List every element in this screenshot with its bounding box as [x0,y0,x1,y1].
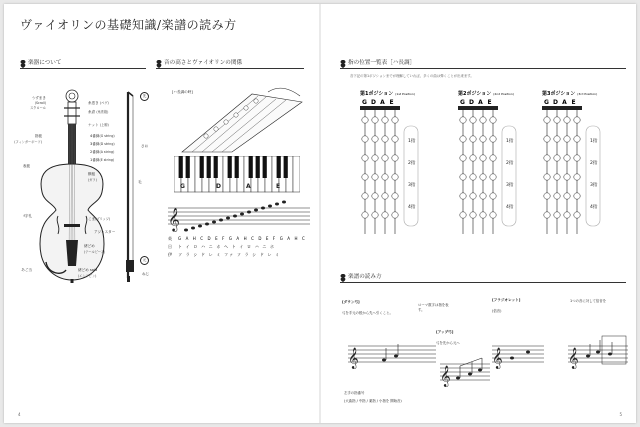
finger-dot [574,174,580,180]
finger-dot [564,136,570,142]
label-ribs: 横板 (ガラ) [88,172,97,182]
finger-dot [470,174,476,180]
bottom-label-finger-number: 左手の指番号 [344,391,365,395]
violin-icon [20,56,26,68]
note-body-harmonic: (倍音) [492,309,502,313]
finger-dot [392,212,398,218]
note-body-double: 1つの音に対して倍音を [570,299,607,303]
string-name: A [562,99,567,106]
section-pitch-header [156,56,304,68]
section-instrument-label: 楽器について [28,60,62,66]
finger-dot [372,155,378,161]
finger-label: 1指 [506,139,514,144]
finger-label: 2指 [408,161,416,166]
page-title: ヴァイオリンの基礎知識/楽譜の読み方 [20,18,237,32]
finger-dot [554,136,560,142]
finger-dot [544,136,550,142]
finger-dot [372,193,378,199]
finger-label: 2指 [590,161,598,166]
svg-text:𝄞: 𝄞 [348,348,359,369]
position-chart-2 [458,90,534,240]
position-chart-1 [360,90,436,240]
string-name: G [362,99,367,106]
bottom-label-finger-detail: (大曲指 / 中指 / 薬指 / 小指を 開始音) [344,399,402,403]
fingering-grid [458,106,528,236]
black-key [263,156,267,178]
finger-dot [392,155,398,161]
string-name: G [460,99,465,106]
label-string-4: 4番線(G string) [90,134,115,138]
finger-dot [574,136,580,142]
position-title: 第3ポジション (3rd Position) [542,91,598,97]
section-rule [340,282,626,283]
page-number-right: 5 [619,412,622,417]
finger-dot [490,117,496,123]
finger-dot [564,174,570,180]
finger-dot [490,193,496,199]
finger-dot [554,117,560,123]
finger-dot [372,117,378,123]
finger-dot [470,136,476,142]
finger-dot [490,212,496,218]
finger-dot [544,193,550,199]
section-finger-positions-label: 指の位置一覧表［ハ長調］ [348,60,416,66]
finger-label: 4指 [590,205,598,210]
finger-dot [554,212,560,218]
white-key [293,156,300,192]
section-rule [20,68,146,69]
finger-label: 3指 [506,183,514,188]
finger-label: 3指 [590,183,598,188]
string-name: D [553,99,558,106]
nut [458,106,498,110]
finger-dot [574,193,580,199]
positions-note: 各下記の第1ポジションまでが理解していれば、多くの曲は弾くことが出来ます。 [350,74,474,78]
finger-dot [382,212,388,218]
finger-dot [574,155,580,161]
finger-dot [362,174,368,180]
finger-dot [544,212,550,218]
label-bridge: こま(ブリッジ) [88,217,111,221]
bow-frog-badge: 元 [140,256,149,265]
finger-dot [564,212,570,218]
black-key [277,156,281,178]
finger-dot [480,174,486,180]
label-fingerboard: 指板 (フィンガーボード) [14,134,42,144]
finger-dot [480,117,486,123]
right-page [320,4,636,423]
finger-dot [362,117,368,123]
label-peg: 糸巻き (ペグ) [88,101,109,105]
finger-dot [544,174,550,180]
finger-dot [460,155,466,161]
black-key [235,156,239,178]
string-name: E [389,99,394,106]
position-title: 第2ポジション (2nd Position) [458,91,514,97]
svg-text:𝄞: 𝄞 [168,207,180,231]
row-italian: 伊 ソ ラ シ ド レ ミ ファ ソ ラ シ ド レ ミ [168,252,281,257]
finger-dot [490,155,496,161]
section-rule [156,68,304,69]
note-head-harmonic: [フラジオレット] [492,298,521,302]
finger-dot [460,117,466,123]
row-english: 英 G A H C D E F G A H C D E F G A H C [168,236,307,241]
position-title: 第1ポジション (1st Position) [360,91,415,97]
finger-dot [480,212,486,218]
label-tailpiece: 緒どめ (テールピース) [84,244,106,254]
finger-dot [372,136,378,142]
black-key [228,156,232,178]
finger-dot [490,174,496,180]
finger-dot [480,155,486,161]
note-body-roman: ローマ数字は指を表す。 [418,303,449,312]
finger-label: 1指 [408,139,416,144]
finger-dot [362,212,368,218]
black-key [214,156,218,178]
key-g: G [180,183,185,190]
treble-staff [164,200,312,232]
finger-dot [382,117,388,123]
finger-dot [460,136,466,142]
finger-dot [382,193,388,199]
finger-label: 4指 [408,205,416,210]
finger-dot [382,155,388,161]
finger-dot [382,174,388,180]
section-pitch-label: 音の高さとヴァイオリンの関係 [164,60,243,66]
page-number-left: 4 [18,412,21,417]
fingering-grid [360,106,430,236]
bow-frog-label: 毛箱 [126,266,134,270]
black-key [249,156,253,178]
section-reading-header [340,270,626,282]
string-name: E [571,99,576,106]
label-top-plate: 表板 [22,164,30,168]
finger-label: 1指 [590,139,598,144]
finger-label: 3指 [408,183,416,188]
finger-dot [392,136,398,142]
label-string-2: 2番線(A string) [90,150,115,154]
bow-stick-label: さお [141,144,149,148]
label-adjuster: アジャスター [94,230,116,234]
string-name: E [487,99,492,106]
row-japanese: 日 ト イ ロ ハ ニ ホ ヘ ト イ ロ ハ ニ ホ [168,244,276,249]
label-chinrest: あご当 [21,268,32,272]
svg-text:𝄞: 𝄞 [492,348,503,369]
note-head-up-bow: [アップ弓] [436,330,454,334]
black-key [200,156,204,178]
finger-dot [392,193,398,199]
nut [542,106,582,110]
finger-dot [372,174,378,180]
label-nut: ナット (上駒) [88,123,109,127]
finger-dot [564,193,570,199]
label-string-1: 1番線(E string) [90,158,115,162]
label-scroll: うずまき (Scroll) スクロール [30,96,46,110]
finger-dot [554,193,560,199]
bow-hair-label: 毛 [138,180,142,184]
label-endpin: 緒どめ said (エンドピン) [78,268,98,278]
fingering-grid [542,106,612,236]
key-a: A [246,183,251,190]
violin-icon [340,56,346,68]
finger-label: 4指 [506,205,514,210]
note-body-up-bow: 弓を先から元へ [436,341,460,345]
label-pegbox: 糸倉 (糸巻箱) [88,110,109,114]
key-d: D [216,183,221,190]
finger-dot [544,117,550,123]
finger-dot [362,136,368,142]
piano-keyboard [174,156,300,194]
string-name: A [380,99,385,106]
finger-dot [362,193,368,199]
svg-text:𝄞: 𝄞 [568,348,579,369]
black-key [284,156,288,178]
finger-dot [480,136,486,142]
finger-dot [382,136,388,142]
book-spread [4,4,636,423]
finger-dot [544,155,550,161]
label-string-3: 3番線(D string) [90,142,115,146]
violin-icon [340,270,346,282]
section-rule [340,68,626,69]
label-f-hole: f字孔 [23,214,32,218]
finger-dot [574,117,580,123]
bow-screw-label: ねじ [142,272,150,276]
note-head-down-bow: [ダウン弓] [342,300,360,304]
note-name-table [168,236,314,258]
finger-dot [392,117,398,123]
finger-dot [460,193,466,199]
key-note-label: [ハ長調の時] [172,90,193,94]
violin-icon [156,56,162,68]
finger-dot [564,155,570,161]
finger-dot [554,174,560,180]
finger-dot [480,193,486,199]
finger-dot [470,117,476,123]
string-name: D [469,99,474,106]
svg-text:𝄞: 𝄞 [440,366,451,387]
black-key [186,156,190,178]
string-name: G [544,99,549,106]
finger-dot [372,212,378,218]
black-key [179,156,183,178]
black-key [207,156,211,178]
position-chart-3 [542,90,618,240]
notation-staves [340,334,630,388]
string-name: D [371,99,376,106]
section-instrument-header [20,56,146,68]
finger-dot [392,174,398,180]
finger-dot [574,212,580,218]
nut [360,106,400,110]
finger-dot [460,174,466,180]
black-key [256,156,260,178]
string-name: A [478,99,483,106]
bow-tip-badge: 先 [140,92,149,101]
finger-dot [470,212,476,218]
note-body-down-bow: 弓を手元の根から先へ引くこと。 [342,311,393,315]
finger-dot [470,155,476,161]
finger-dot [554,155,560,161]
finger-dot [470,193,476,199]
key-e: E [276,183,281,190]
finger-dot [564,117,570,123]
finger-dot [362,155,368,161]
finger-dot [490,136,496,142]
section-finger-positions-header [340,56,626,68]
left-page [4,4,320,423]
section-reading-label: 楽譜の読み方 [348,274,382,280]
finger-label: 2指 [506,161,514,166]
finger-dot [460,212,466,218]
